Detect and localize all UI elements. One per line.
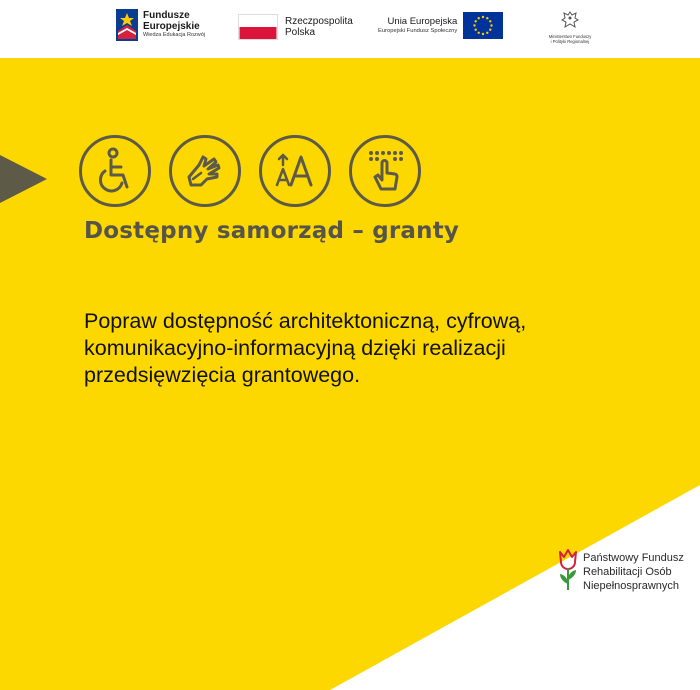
ministerstwo-line2: i Polityki Regionalnej: [550, 39, 590, 45]
tulip-icon: [557, 548, 579, 592]
pfron-line3: Niepełnosprawnych: [583, 580, 679, 592]
fundusze-title-line2: Europejskie: [143, 20, 200, 32]
rzeczpospolita-line2: Polska: [285, 27, 316, 38]
fundusze-europejskie-logo: [116, 9, 205, 41]
eu-flag-icon: [463, 12, 503, 39]
description-line-3: przedsięwzięcia grantowego.: [84, 363, 361, 387]
page-title: Dostępny samorząd – granty: [84, 218, 460, 244]
main-description: [84, 308, 644, 389]
unia-europejska-logo: [378, 12, 503, 39]
main-panel: [0, 58, 700, 690]
pfron-line2: Rehabilitacji Osób: [583, 566, 672, 578]
text-size-icon: [259, 135, 331, 207]
unia-subtitle: Europejski Fundusz Społeczny: [378, 27, 458, 34]
poland-flag-icon: [238, 14, 278, 40]
fundusze-europejskie-mark-icon: [116, 9, 138, 41]
unia-title: Unia Europejska: [387, 15, 458, 27]
accessibility-icons-row: [79, 135, 421, 207]
fundusze-subtitle: Wiedza Edukacja Rozwój: [143, 32, 206, 39]
ministerstwo-line1: Ministerstwo Funduszy: [548, 34, 592, 39]
braille-touch-icon: [349, 135, 421, 207]
description-line-2: komunikacyjno-informacyjną dzięki realizacji: [84, 336, 506, 360]
rzeczpospolita-line1: Rzeczpospolita: [285, 16, 353, 27]
fundusze-title-line1: Fundusze: [143, 10, 190, 22]
description-line-1: Popraw dostępność architektoniczną, cyfrową,: [84, 309, 527, 333]
ministerstwo-logo: [540, 10, 600, 44]
polish-eagle-icon: [560, 10, 580, 32]
rzeczpospolita-polska-logo: [238, 14, 353, 40]
logo-bar: [0, 0, 700, 58]
pfron-logo: [557, 548, 684, 593]
pfron-line1: Państwowy Fundusz: [583, 552, 684, 564]
wheelchair-icon: [79, 135, 151, 207]
sign-language-icon: [169, 135, 241, 207]
